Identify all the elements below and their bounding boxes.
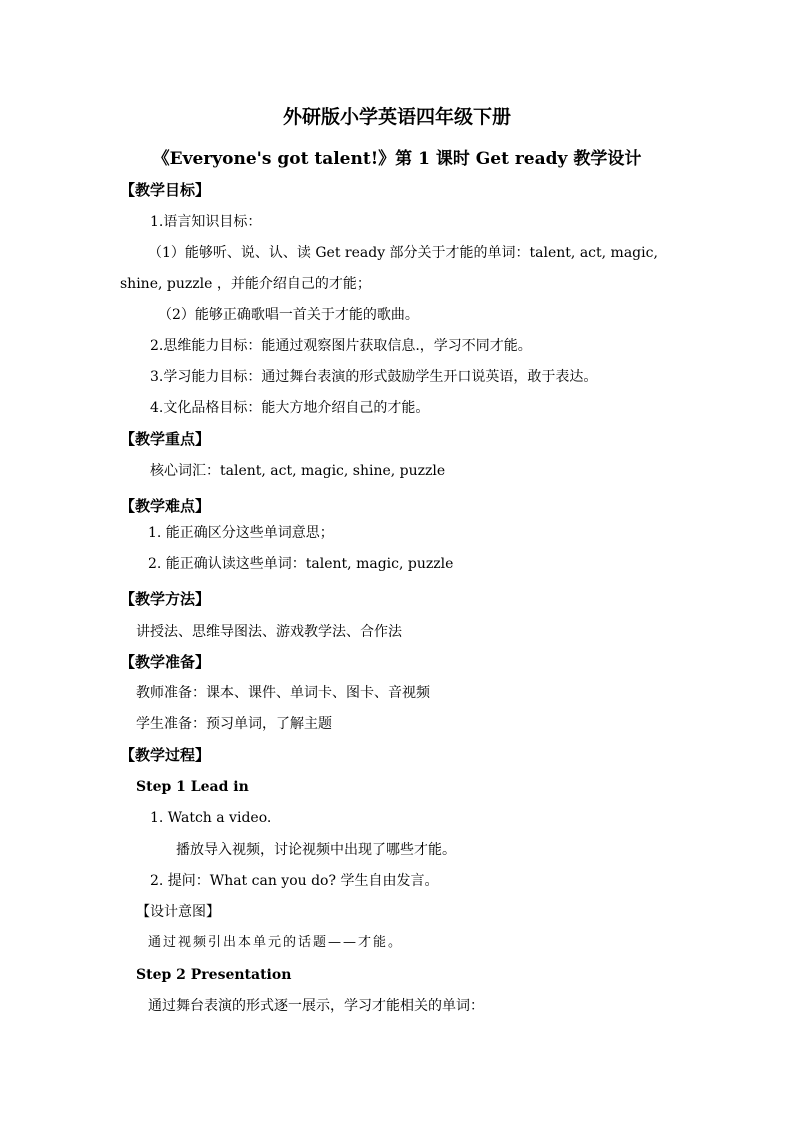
step-1-item-1-desc: 播放导入视频，讨论视频中出现了哪些才能。: [176, 842, 456, 858]
step-2-title: Step 2 Presentation: [136, 967, 292, 983]
objective-item-1-sub-2: （2）能够正确歌唱一首关于才能的歌曲。: [158, 307, 419, 323]
process-heading: 【教学过程】: [120, 746, 211, 764]
step-1-item-2: 2. 提问：What can you do? 学生自由发言。: [150, 873, 439, 889]
document-subtitle: 《Everyone's got talent!》第 1 课时 Get ready 教学设计: [152, 149, 642, 169]
methods-heading: 【教学方法】: [120, 590, 211, 608]
objective-item-4: 4.文化品格目标：能大方地介绍自己的才能。: [150, 400, 430, 416]
document-title: 外研版小学英语四年级下册: [282, 106, 511, 128]
difficulty-item-1: 1. 能正确区分这些单词意思；: [148, 525, 334, 541]
preparation-heading: 【教学准备】: [120, 653, 211, 671]
preparation-teacher: 教师准备：课本、课件、单词卡、图卡、音视频: [136, 685, 430, 701]
methods-text: 讲授法、思维导图法、游戏教学法、合作法: [136, 624, 402, 640]
key-points-text: 核心词汇：talent, act, magic, shine, puzzle: [150, 463, 446, 479]
step-1-title: Step 1 Lead in: [136, 779, 249, 795]
key-points-heading: 【教学重点】: [120, 430, 211, 448]
design-intent-text: 通过视频引出本单元的话题——才能。: [148, 935, 404, 950]
objectives-heading: 【教学目标】: [120, 181, 211, 199]
objective-item-1-sub-1-cont: shine, puzzle ，并能介绍自己的才能；: [120, 276, 371, 292]
preparation-student: 学生准备：预习单词，了解主题: [136, 716, 332, 732]
difficulties-heading: 【教学难点】: [120, 497, 211, 515]
objective-item-1-sub-1: （1）能够听、说、认、读 Get ready 部分关于才能的单词：talent, act, magic,: [148, 245, 658, 261]
objective-item-1: 1.语言知识目标：: [150, 214, 262, 230]
difficulty-item-2: 2. 能正确认读这些单词：talent, magic, puzzle: [148, 556, 454, 572]
design-intent-heading: 【设计意图】: [136, 904, 220, 920]
step-2-text: 通过舞台表演的形式逐一展示，学习才能相关的单词：: [148, 998, 484, 1014]
objective-item-2: 2.思维能力目标：能通过观察图片获取信息.，学习不同才能。: [150, 338, 532, 354]
objective-item-3: 3.学习能力目标：通过舞台表演的形式鼓励学生开口说英语，敢于表达。: [150, 369, 598, 385]
step-1-item-1: 1. Watch a video.: [150, 810, 272, 826]
